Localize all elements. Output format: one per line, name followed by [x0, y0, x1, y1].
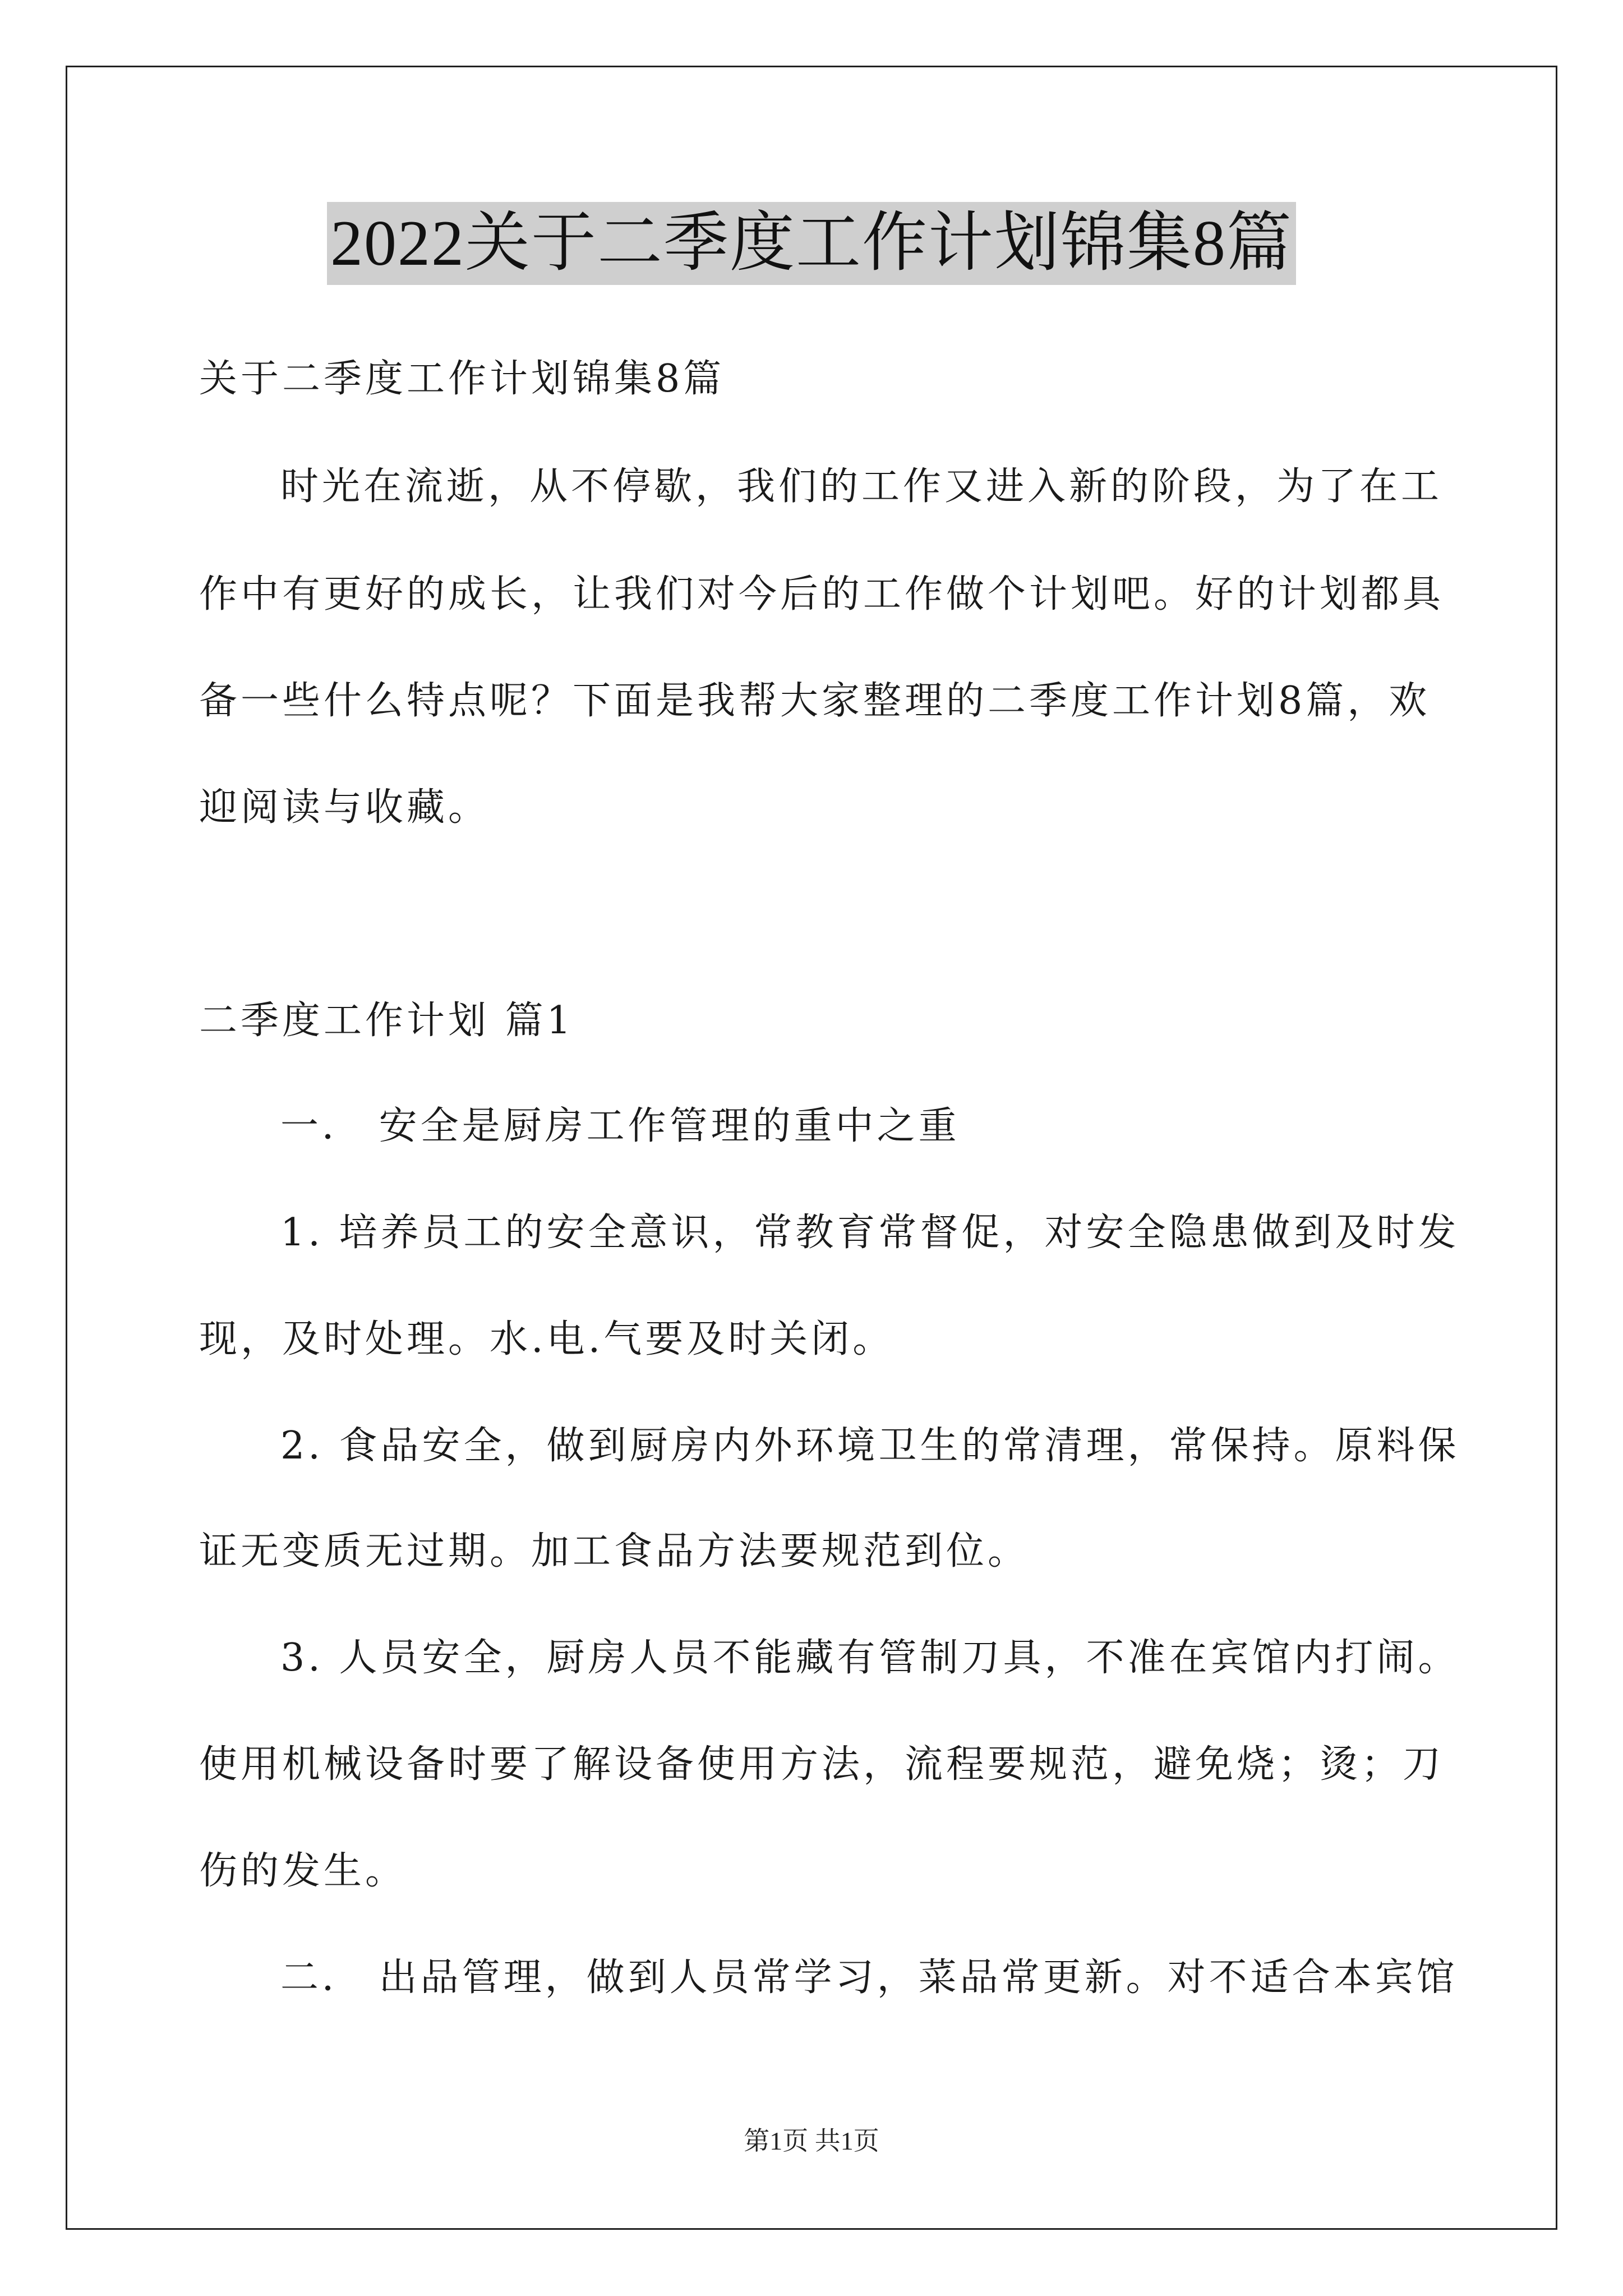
- subtitle-line: 关于二季度工作计划锦集8篇: [199, 357, 725, 401]
- paragraph-line: 作中有更好的成长，让我们对今后的工作做个计划吧。好的计划都具: [199, 572, 1445, 616]
- paragraph-line: 使用机械设备时要了解设备使用方法，流程要规范，避免烧；烫；刀: [199, 1742, 1445, 1787]
- document-title: 2022关于二季度工作计划锦集8篇: [327, 202, 1296, 285]
- paragraph-line: 2. 食品安全，做到厨房内外环境卫生的常清理，常保持。原料保: [280, 1424, 1460, 1468]
- page-footer: 第1页 共1页: [744, 2127, 879, 2155]
- section-heading: 二季度工作计划 篇1: [199, 999, 574, 1043]
- title-container: [0, 202, 1623, 285]
- subsection-heading: 二． 出品管理，做到人员常学习，菜品常更新。对不适合本宾馆: [280, 1955, 1458, 2000]
- paragraph-line: 1. 培养员工的安全意识，常教育常督促，对安全隐患做到及时发: [280, 1211, 1460, 1255]
- paragraph-line: 备一些什么特点呢？下面是我帮大家整理的二季度工作计划8篇，欢: [199, 679, 1431, 723]
- paragraph-line: 证无变质无过期。加工食品方法要规范到位。: [199, 1529, 1030, 1573]
- paragraph-line: 现，及时处理。水.电.气要及时关闭。: [199, 1317, 895, 1361]
- paragraph-line: 迎阅读与收藏。: [199, 785, 490, 830]
- paragraph-line: 时光在流逝，从不停歇，我们的工作又进入新的阶段，为了在工: [280, 464, 1443, 509]
- paragraph-line: 3. 人员安全，厨房人员不能藏有管制刀具，不准在宾馆内打闹。: [280, 1636, 1460, 1680]
- paragraph-line: 伤的发生。: [199, 1849, 407, 1893]
- subsection-heading: 一． 安全是厨房工作管理的重中之重: [280, 1104, 960, 1148]
